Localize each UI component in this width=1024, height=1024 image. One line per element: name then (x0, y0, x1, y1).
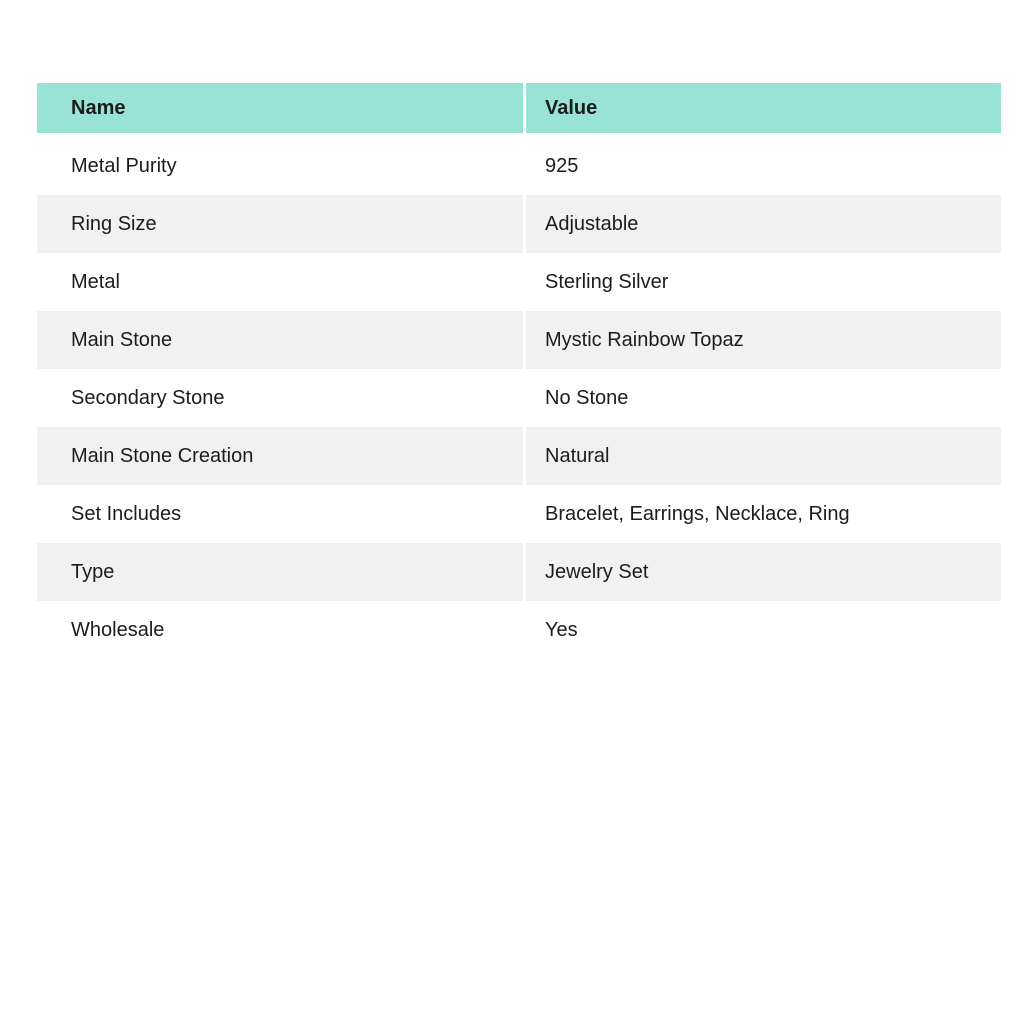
value-cell: Natural (526, 427, 1001, 485)
name-cell: Main Stone (37, 311, 523, 369)
table-row (37, 427, 1001, 485)
value-cell: Yes (526, 601, 1001, 659)
table-row (37, 195, 1001, 253)
value-cell: Sterling Silver (526, 253, 1001, 311)
table-row (37, 137, 1001, 195)
column-header-name: Name (37, 83, 523, 133)
name-cell: Type (37, 543, 523, 601)
column-header-value: Value (526, 83, 1001, 133)
name-cell: Main Stone Creation (37, 427, 523, 485)
value-cell: Adjustable (526, 195, 1001, 253)
table-header-row (37, 83, 1001, 133)
name-cell: Set Includes (37, 485, 523, 543)
value-cell: Bracelet, Earrings, Necklace, Ring (526, 485, 1001, 543)
name-cell: Wholesale (37, 601, 523, 659)
name-cell: Metal Purity (37, 137, 523, 195)
table-row (37, 485, 1001, 543)
name-cell: Metal (37, 253, 523, 311)
value-cell: No Stone (526, 369, 1001, 427)
name-cell: Secondary Stone (37, 369, 523, 427)
value-cell: 925 (526, 137, 1001, 195)
table-row (37, 543, 1001, 601)
table-row (37, 369, 1001, 427)
table-row (37, 253, 1001, 311)
name-cell: Ring Size (37, 195, 523, 253)
table-row (37, 311, 1001, 369)
table-body (37, 137, 1001, 659)
table-row (37, 601, 1001, 659)
value-cell: Mystic Rainbow Topaz (526, 311, 1001, 369)
value-cell: Jewelry Set (526, 543, 1001, 601)
spec-table (37, 83, 1001, 659)
